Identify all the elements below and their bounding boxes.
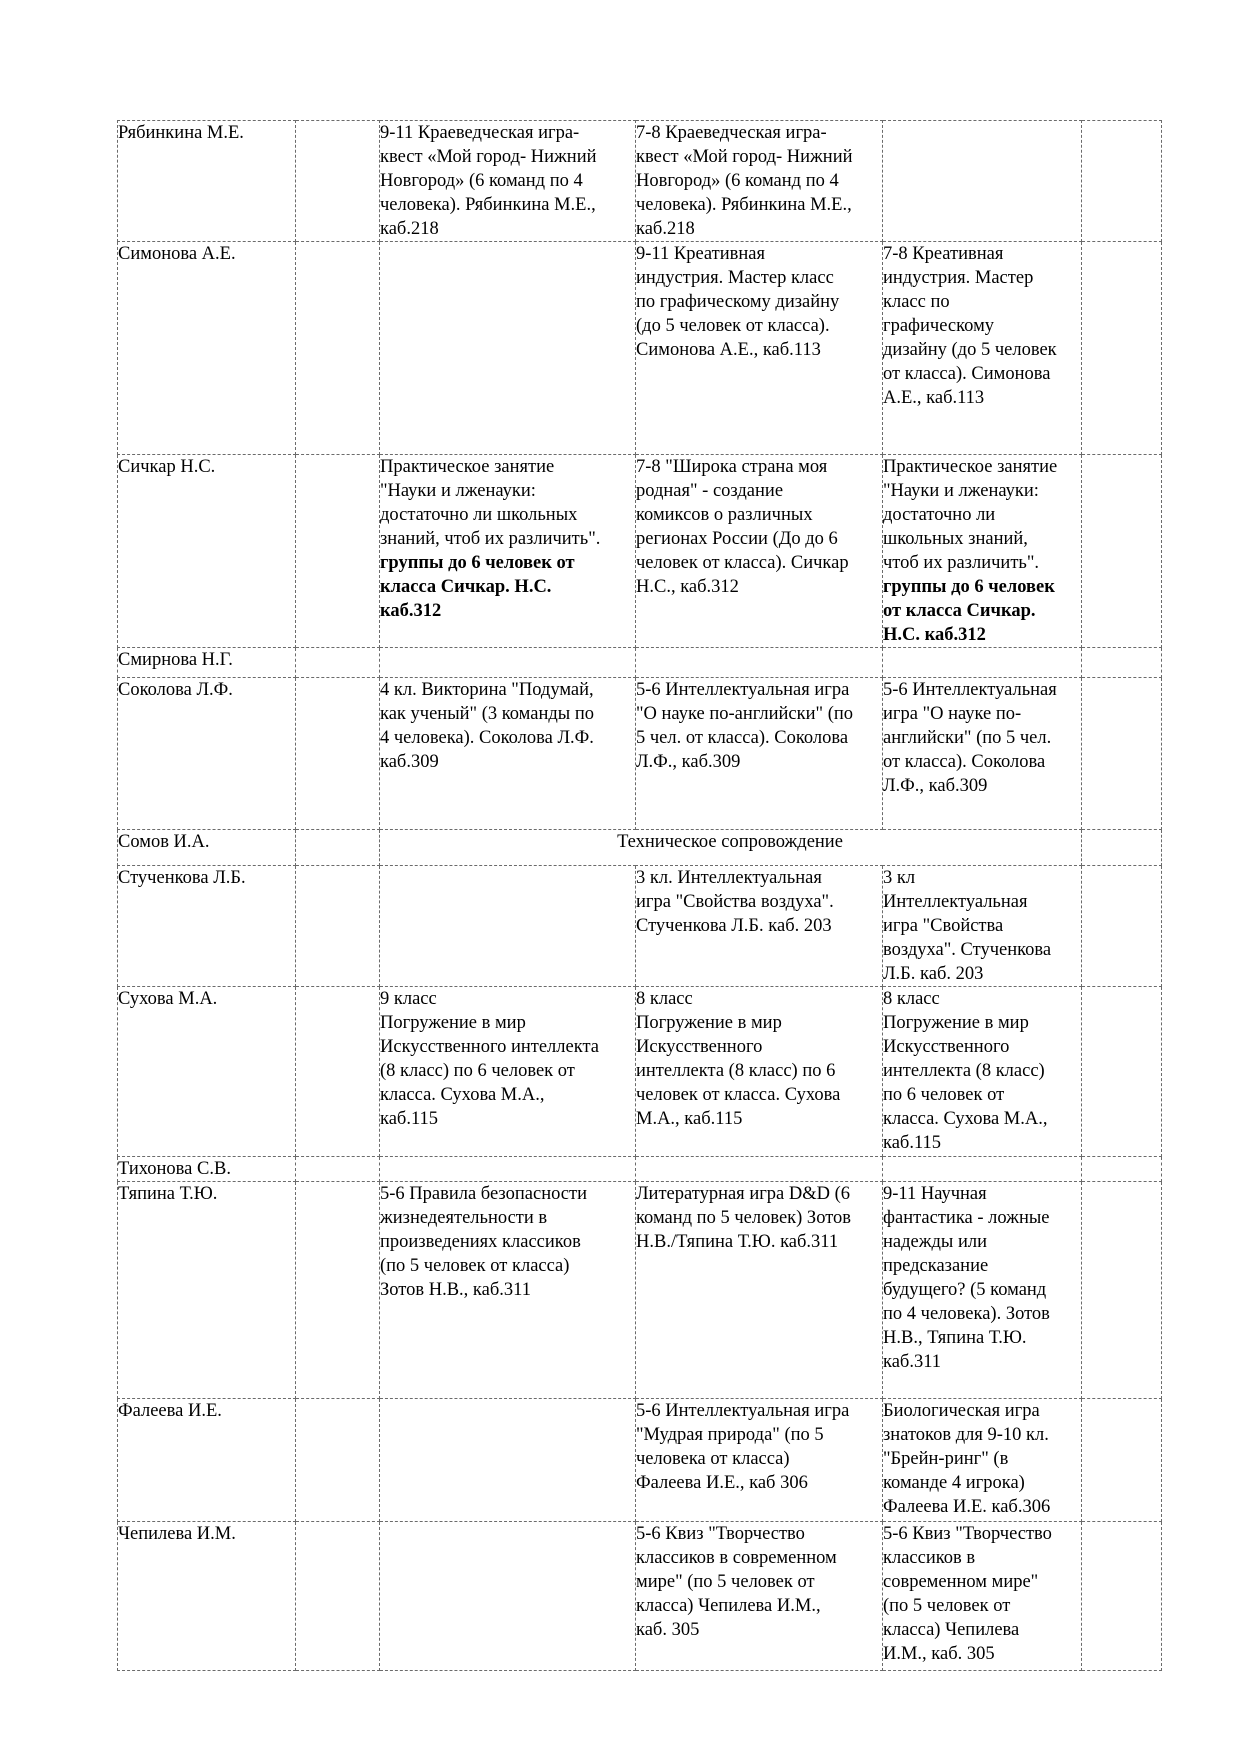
cell-text-line: Искусственного (636, 1037, 763, 1057)
cell-text-line: английски" (по 5 чел. (883, 728, 1052, 748)
cell-text-line: регионах России (До до 6 (636, 529, 838, 549)
teacher-name-cell (118, 455, 296, 648)
empty-cell (1082, 1399, 1162, 1522)
cell-text-line: Стученкова Л.Б. каб. 203 (636, 916, 832, 936)
teacher-name: Смирнова Н.Г. (118, 650, 233, 670)
teacher-name: Фалеева И.Е. (118, 1401, 222, 1421)
cell-text-line: каб.309 (380, 752, 439, 772)
teacher-name-cell (118, 1399, 296, 1522)
cell-text-line: группы до 6 человек (883, 577, 1055, 597)
activity-cell (883, 242, 1082, 455)
cell-text-line: от класса). Соколова (883, 752, 1046, 772)
cell-text-line: квест «Мой город- Нижний (636, 147, 853, 167)
cell-text-line: Новгород» (6 команд по 4 (636, 171, 839, 191)
cell-text-line: класса. Сухова М.А., (380, 1085, 545, 1105)
table-row (118, 830, 1162, 866)
table-row (118, 648, 1162, 678)
cell-text-line: Зотов Н.В., каб.311 (380, 1280, 531, 1300)
cell-text-line: 9-11 Научная (883, 1184, 987, 1204)
cell-text-line: "Науки и лженауки: (883, 481, 1039, 501)
activity-cell (636, 455, 883, 648)
activity-cell (380, 678, 636, 830)
teacher-name: Симонова А.Е. (118, 244, 236, 264)
empty-cell (380, 1399, 636, 1522)
cell-text-line: класса. Сухова М.А., (883, 1109, 1048, 1129)
cell-text-line: каб.218 (380, 219, 439, 239)
cell-text-line: классиков в (883, 1548, 976, 1568)
cell-text-line: школьных знаний, (883, 529, 1028, 549)
cell-text-line: 7-8 Креативная (883, 244, 1004, 264)
cell-text-line: 5-6 Квиз "Творчество (636, 1524, 805, 1544)
cell-text-line: группы до 6 человек от (380, 553, 575, 573)
cell-text-line: индустрия. Мастер класс (636, 268, 834, 288)
cell-text-line: достаточно ли школьных (380, 505, 578, 525)
cell-text-line: Л.Б. каб. 203 (883, 964, 984, 984)
empty-cell (296, 678, 380, 830)
cell-text-line: Искусственного (883, 1037, 1010, 1057)
teacher-name-cell (118, 121, 296, 242)
empty-cell (296, 830, 380, 866)
cell-text-line: предсказание (883, 1256, 989, 1276)
teacher-name: Сичкар Н.С. (118, 457, 216, 477)
empty-cell (883, 648, 1082, 678)
empty-cell (296, 648, 380, 678)
empty-cell (1082, 242, 1162, 455)
cell-text-line: 5-6 Интеллектуальная (883, 680, 1057, 700)
cell-text-line: 7-8 "Широка страна моя (636, 457, 828, 477)
cell-text-line: современном мире" (883, 1572, 1039, 1592)
empty-cell (883, 121, 1082, 242)
empty-cell (1082, 678, 1162, 830)
empty-cell (883, 1157, 1082, 1182)
cell-text-line: 5 чел. от класса). Соколова (636, 728, 849, 748)
cell-text-line: Л.Ф., каб.309 (636, 752, 741, 772)
cell-text-line: Фалеева И.Е. каб.306 (883, 1497, 1051, 1517)
cell-text-line: Фалеева И.Е., каб 306 (636, 1473, 808, 1493)
cell-text-line: человека). Рябинкина М.Е., (380, 195, 596, 215)
empty-cell (380, 648, 636, 678)
empty-cell (296, 455, 380, 648)
cell-text-line: классиков в современном (636, 1548, 837, 1568)
teacher-name-cell (118, 1182, 296, 1399)
cell-text-line: по 6 человек от (883, 1085, 1005, 1105)
cell-text-line: (по 5 человек от (883, 1596, 1011, 1616)
cell-text-line: 9-11 Краеведческая игра- (380, 123, 580, 143)
empty-cell (1082, 830, 1162, 866)
empty-cell (380, 1157, 636, 1182)
cell-text-line: Искусственного интеллекта (380, 1037, 599, 1057)
merged-activity-text: Техническое сопровождение (617, 832, 843, 852)
cell-text-line: жизнедеятельности в (380, 1208, 548, 1228)
activity-cell (883, 1182, 1082, 1399)
cell-text-line: графическому (883, 316, 995, 336)
activity-cell (636, 678, 883, 830)
teacher-name: Рябинкина М.Е. (118, 123, 244, 143)
empty-cell (636, 648, 883, 678)
cell-text-line: Симонова А.Е., каб.113 (636, 340, 821, 360)
cell-text-line: (8 класс) по 6 человек от (380, 1061, 575, 1081)
teacher-name: Соколова Л.Ф. (118, 680, 233, 700)
cell-text-line: Н.С. каб.312 (883, 625, 986, 645)
cell-text-line: команде 4 игрока) (883, 1473, 1025, 1493)
cell-text-line: надежды или (883, 1232, 988, 1252)
cell-text-line: (по 5 человек от класса) (380, 1256, 570, 1276)
cell-text-line: команд по 5 человек) Зотов (636, 1208, 852, 1228)
teacher-name-cell (118, 678, 296, 830)
empty-cell (1082, 866, 1162, 987)
activity-cell (883, 678, 1082, 830)
cell-text-line: от класса). Симонова (883, 364, 1051, 384)
activity-cell (380, 121, 636, 242)
cell-text-line: произведениях классиков (380, 1232, 581, 1252)
cell-text-line: Н.С., каб.312 (636, 577, 739, 597)
table-row (118, 1157, 1162, 1182)
cell-text-line: мире" (по 5 человек от (636, 1572, 815, 1592)
schedule-table (117, 120, 1162, 1671)
teacher-name-cell (118, 1522, 296, 1671)
activity-cell (636, 1522, 883, 1671)
activity-cell (883, 1399, 1082, 1522)
empty-cell (1082, 648, 1162, 678)
teacher-name-cell (118, 987, 296, 1157)
cell-text-line: человек от класса). Сичкар (636, 553, 849, 573)
empty-cell (380, 1522, 636, 1671)
activity-cell (636, 866, 883, 987)
activity-cell (636, 242, 883, 455)
cell-text-line: будущего? (5 команд (883, 1280, 1047, 1300)
cell-text-line: по графическому дизайну (636, 292, 840, 312)
cell-text-line: достаточно ли (883, 505, 996, 525)
cell-text-line: 7-8 Краеведческая игра- (636, 123, 827, 143)
empty-cell (1082, 1182, 1162, 1399)
empty-cell (1082, 987, 1162, 1157)
teacher-name: Стученкова Л.Б. (118, 868, 246, 888)
cell-text-line: 5-6 Интеллектуальная игра (636, 1401, 850, 1421)
teacher-name: Сомов И.А. (118, 832, 210, 852)
activity-cell (380, 455, 636, 648)
cell-text-line: Практическое занятие (883, 457, 1058, 477)
schedule-table-body (118, 121, 1162, 1671)
teacher-name-cell (118, 242, 296, 455)
cell-text-line: класса) Чепилева (883, 1620, 1020, 1640)
cell-text-line: 9-11 Креативная (636, 244, 765, 264)
cell-text-line: "Мудрая природа" (по 5 (636, 1425, 824, 1445)
cell-text-line: "О науке по-английски" (по (636, 704, 854, 724)
cell-text-line: 8 класс (883, 989, 940, 1009)
cell-text-line: фантастика - ложные (883, 1208, 1050, 1228)
empty-cell (296, 1522, 380, 1671)
cell-text-line: И.М., каб. 305 (883, 1644, 995, 1664)
cell-text-line: каб.312 (380, 601, 442, 621)
cell-text-line: каб.115 (883, 1133, 942, 1153)
empty-cell (1082, 455, 1162, 648)
cell-text-line: 8 класс (636, 989, 693, 1009)
cell-text-line: воздуха". Стученкова (883, 940, 1052, 960)
table-row (118, 1399, 1162, 1522)
empty-cell (296, 1399, 380, 1522)
activity-cell (636, 1399, 883, 1522)
cell-text-line: Л.Ф., каб.309 (883, 776, 988, 796)
cell-text-line: класса Сичкар. Н.С. (380, 577, 552, 597)
activity-cell (636, 121, 883, 242)
empty-cell (636, 1157, 883, 1182)
cell-text-line: комиксов о различных (636, 505, 813, 525)
cell-text-line: М.А., каб.115 (636, 1109, 743, 1129)
teacher-name: Сухова М.А. (118, 989, 218, 1009)
cell-text-line: 5-6 Квиз "Творчество (883, 1524, 1052, 1544)
cell-text-line: "Науки и лженауки: (380, 481, 536, 501)
cell-text-line: Погружение в мир (636, 1013, 782, 1033)
activity-cell (636, 1182, 883, 1399)
cell-text-line: человека от класса) (636, 1449, 790, 1469)
table-row (118, 866, 1162, 987)
cell-text-line: "Брейн-ринг" (в (883, 1449, 1009, 1469)
cell-text-line: Биологическая игра (883, 1401, 1040, 1421)
cell-text-line: класс по (883, 292, 950, 312)
cell-text-line: А.Е., каб.113 (883, 388, 985, 408)
cell-text-line: каб.311 (883, 1352, 942, 1372)
cell-text-line: от класса Сичкар. (883, 601, 1036, 621)
teacher-name-cell (118, 1157, 296, 1182)
table-row (118, 121, 1162, 242)
cell-text-line: 4 человека). Соколова Л.Ф. (380, 728, 594, 748)
cell-text-line: Интеллектуальная (883, 892, 1028, 912)
table-row (118, 1182, 1162, 1399)
cell-text-line: индустрия. Мастер (883, 268, 1034, 288)
cell-text-line: родная" - создание (636, 481, 784, 501)
table-row (118, 678, 1162, 830)
cell-text-line: игра "Свойства (883, 916, 1004, 936)
cell-text-line: интеллекта (8 класс) по 6 (636, 1061, 836, 1081)
cell-text-line: (до 5 человек от класса). (636, 316, 830, 336)
activity-cell (883, 1522, 1082, 1671)
activity-cell (380, 987, 636, 1157)
cell-text-line: игра "Свойства воздуха". (636, 892, 834, 912)
empty-cell (380, 866, 636, 987)
cell-text-line: игра "О науке по- (883, 704, 1022, 724)
cell-text-line: человек от класса. Сухова (636, 1085, 841, 1105)
table-row (118, 1522, 1162, 1671)
cell-text-line: каб.218 (636, 219, 695, 239)
cell-text-line: дизайну (до 5 человек (883, 340, 1057, 360)
merged-activity-cell (380, 830, 1082, 866)
cell-text-line: 5-6 Правила безопасности (380, 1184, 587, 1204)
teacher-name-cell (118, 648, 296, 678)
cell-text-line: 9 класс (380, 989, 437, 1009)
teacher-name: Тихонова С.В. (118, 1159, 231, 1179)
activity-cell (883, 987, 1082, 1157)
cell-text-line: как ученый" (3 команды по (380, 704, 594, 724)
cell-text-line: знаний, чтоб их различить". (380, 529, 601, 549)
activity-cell (380, 1182, 636, 1399)
teacher-name-cell (118, 830, 296, 866)
table-row (118, 242, 1162, 455)
cell-text-line: человека). Рябинкина М.Е., (636, 195, 852, 215)
cell-text-line: 5-6 Интеллектуальная игра (636, 680, 850, 700)
table-row (118, 987, 1162, 1157)
activity-cell (883, 866, 1082, 987)
cell-text-line: чтоб их различить". (883, 553, 1040, 573)
cell-text-line: Н.В./Тяпина Т.Ю. каб.311 (636, 1232, 839, 1252)
empty-cell (1082, 121, 1162, 242)
cell-text-line: 4 кл. Викторина "Подумай, (380, 680, 594, 700)
cell-text-line: Н.В., Тяпина Т.Ю. (883, 1328, 1027, 1348)
activity-cell (883, 455, 1082, 648)
cell-text-line: Литературная игра D&D (6 (636, 1184, 851, 1204)
cell-text-line: каб.115 (380, 1109, 439, 1129)
teacher-name-cell (118, 866, 296, 987)
cell-text-line: класса) Чепилева И.М., (636, 1596, 821, 1616)
cell-text-line: Практическое занятие (380, 457, 555, 477)
empty-cell (296, 242, 380, 455)
cell-text-line: квест «Мой город- Нижний (380, 147, 597, 167)
cell-text-line: интеллекта (8 класс) (883, 1061, 1045, 1081)
cell-text-line: 3 кл (883, 868, 916, 888)
activity-cell (636, 987, 883, 1157)
cell-text-line: знатоков для 9-10 кл. (883, 1425, 1049, 1445)
cell-text-line: Погружение в мир (883, 1013, 1029, 1033)
cell-text-line: Погружение в мир (380, 1013, 526, 1033)
empty-cell (380, 242, 636, 455)
empty-cell (296, 1182, 380, 1399)
empty-cell (296, 1157, 380, 1182)
empty-cell (296, 866, 380, 987)
cell-text-line: каб. 305 (636, 1620, 700, 1640)
empty-cell (1082, 1157, 1162, 1182)
table-row (118, 455, 1162, 648)
cell-text-line: 3 кл. Интеллектуальная (636, 868, 822, 888)
cell-text-line: по 4 человека). Зотов (883, 1304, 1050, 1324)
cell-text-line: Новгород» (6 команд по 4 (380, 171, 583, 191)
empty-cell (296, 121, 380, 242)
empty-cell (296, 987, 380, 1157)
empty-cell (1082, 1522, 1162, 1671)
teacher-name: Чепилева И.М. (118, 1524, 236, 1544)
teacher-name: Тяпина Т.Ю. (118, 1184, 218, 1204)
